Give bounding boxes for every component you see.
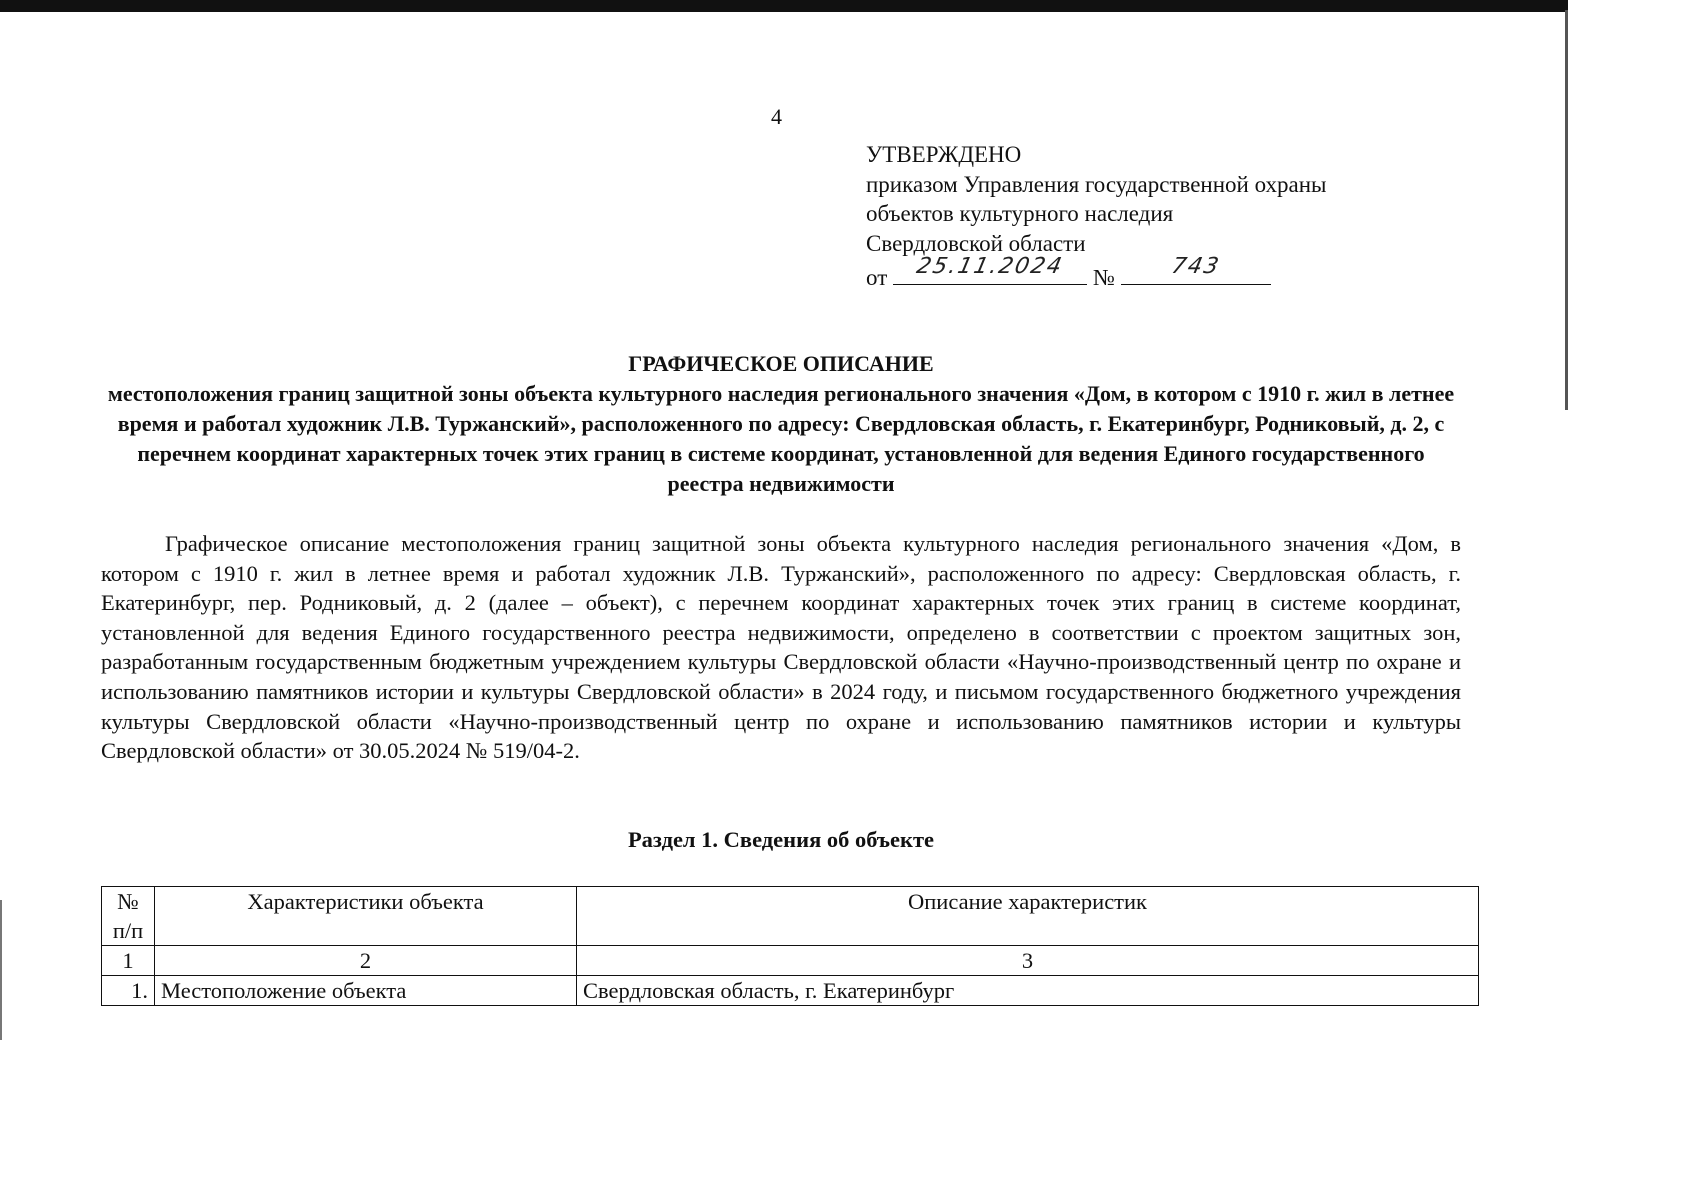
approval-line: приказом Управления государственной охраны: [866, 171, 1327, 197]
object-info-table: [101, 886, 1479, 1006]
document-subtitle: местоположения границ защитной зоны объекта культурного наследия регионального значения «Дом, в котором с 1910 г. жил в летнее время и работал художник Л.В. Туржанский», расположенного по адресу: Свердловская область, г. Екатеринбург, Родниковый, д. 2, с перечнем координат характерных точек этих границ в системе координат, установленной для ведения Единого государственного реестра недвижимости: [107, 381, 1455, 496]
table-header-cell: Характеристики объекта: [155, 887, 577, 946]
table-cell: 1.: [102, 976, 155, 1006]
table-header-cell: № п/п: [102, 887, 155, 946]
number-prefix: №: [1093, 265, 1115, 290]
handwritten-number: 743: [1169, 253, 1223, 279]
scan-left-edge: [0, 900, 2, 1040]
section-title: Раздел 1. Сведения об объекте: [627, 827, 935, 852]
table-cell: 3: [577, 946, 1479, 976]
body-paragraph: Графическое описание местоположения границ защитной зоны объекта культурного наследия регионального значения «Дом, в котором с 1910 г. жил в летнее время и работал художник Л.В. Туржанский», расположенного по адресу: Свердловская область, г. Екатеринбург, пер. Родниковый, д. 2 (далее – объект), с перечнем координат характерных точек этих границ в системе координат, установленной для ведения Единого государственного реестра недвижимости, определено в соответствии с проектом защитных зон, разработанным государственным бюджетным учреждением культуры Свердловской области «Научно-производственный центр по охране и использованию памятников истории и культуры Свердловской области» в 2024 году, и письмом государственного бюджетного учреждения культуры Свердловской области «Научно-производственный центр по охране и использованию памятников истории и культуры Свердловской области» от 30.05.2024 № 519/04-2.: [101, 531, 1461, 764]
table-index-row: [102, 946, 1479, 976]
date-prefix: от: [866, 265, 888, 290]
approval-heading: УТВЕРЖДЕНО: [866, 142, 1022, 167]
approval-block: [866, 140, 1327, 293]
document-title: ГРАФИЧЕСКОЕ ОПИСАНИЕ: [628, 351, 934, 376]
approval-date-line: [866, 253, 1327, 293]
page-number: 4: [771, 104, 782, 129]
table-cell: 2: [155, 946, 577, 976]
approval-line: объектов культурного наследия: [866, 201, 1174, 226]
table-cell: 1: [102, 946, 155, 976]
table-row: [102, 976, 1479, 1006]
approval-line: Свердловской области: [866, 230, 1086, 256]
date-field: [893, 253, 1087, 285]
handwritten-date: 25.11.2024: [914, 253, 1066, 279]
table-header-row: [102, 887, 1479, 946]
scan-top-border: [0, 0, 1568, 12]
table-header-cell: Описание характеристик: [577, 887, 1479, 946]
scan-right-edge: [1565, 10, 1568, 410]
table-cell: Свердловская область, г. Екатеринбург: [577, 976, 1479, 1006]
table-cell: Местоположение объекта: [155, 976, 577, 1006]
number-field: [1121, 253, 1271, 285]
